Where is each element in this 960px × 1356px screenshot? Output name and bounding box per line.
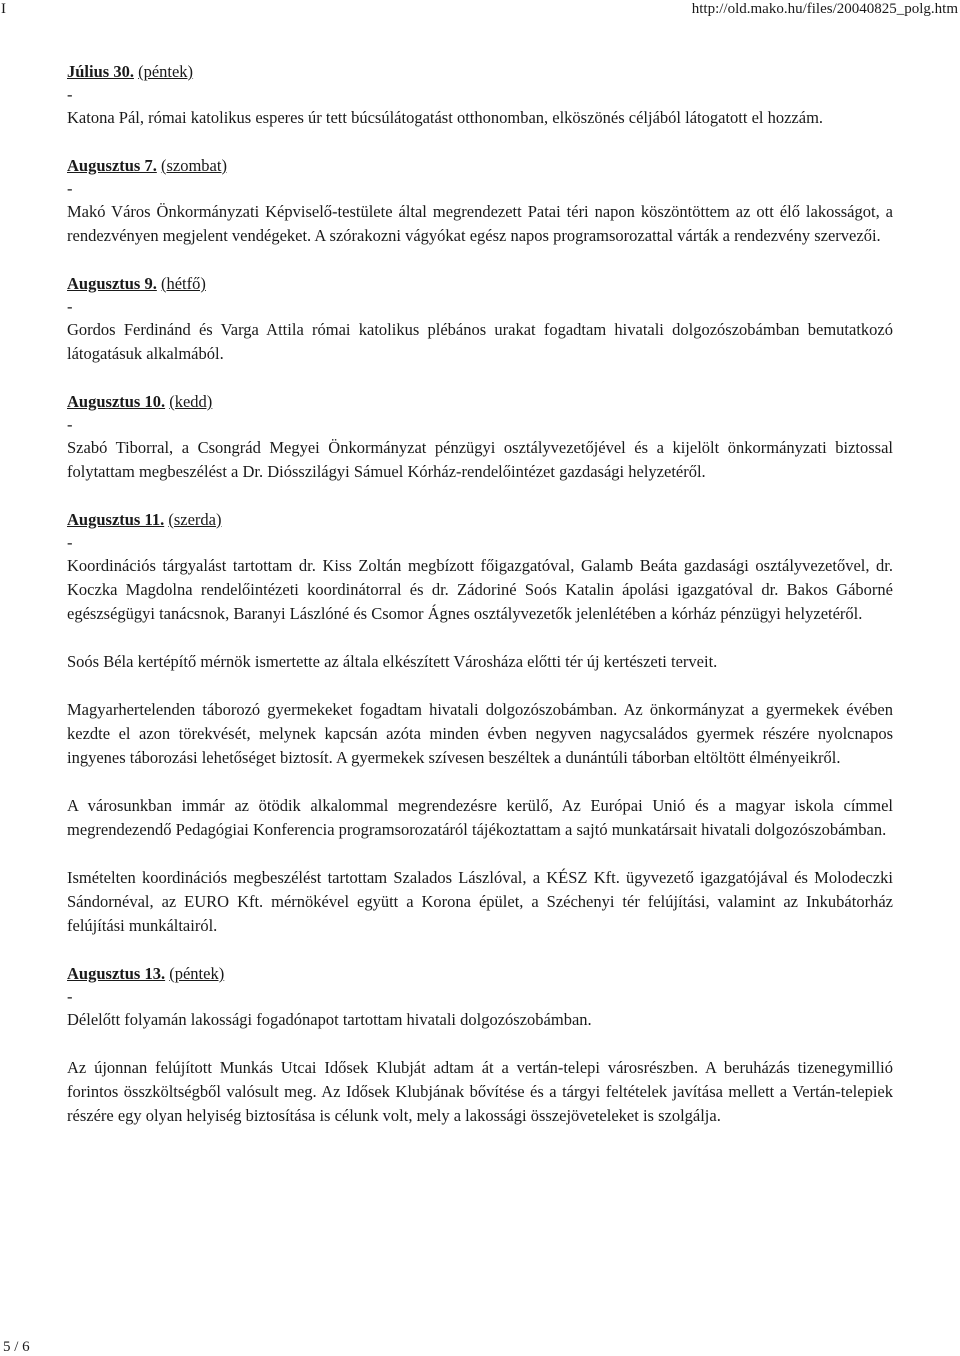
page-number: 5 / 6 [3, 1339, 30, 1355]
entry-date-heading [67, 962, 893, 986]
entry-paragraph: Szabó Tiborral, a Csongrád Megyei Önkormányzat pénzügyi osztályvezetőjével és a kijelölt önkormányzati biztossal folytattam megbeszélést a Dr. Diósszilágyi Sámuel Kórház-rendelőintézet gazdasági helyzetéről. [67, 438, 893, 481]
entry-paragraph: Az újonnan felújított Munkás Utcai Idősek Klubját adtam át a vertán-telepi városrészben. A beruházás tizenegymillió forintos összköltségből valósult meg. Az Idősek Klubjának bővítése és a tárgyi feltételek javítása mellett a Vertán-telepiek részére egy olyan helyiség biztosítása is célunk volt, mely a lakossági összejöveteleket is szolgálja. [67, 1058, 893, 1125]
entry-dash: - [67, 533, 73, 552]
entry-date: Augusztus 10. [67, 392, 166, 411]
entry-date-heading [67, 154, 893, 178]
entry-dash: - [67, 415, 73, 434]
entry-paragraph: Katona Pál, római katolikus esperes úr tett búcsúlátogatást otthonomban, elköszönés céljából látogatott el hozzám. [67, 108, 824, 127]
entry-paragraph: Koordinációs tárgyalást tartottam dr. Kiss Zoltán megbízott főigazgatóval, Galamb Beáta gazdasági osztályvezetővel, dr. Koczka Magdolna rendelőintézeti koordinátorral és dr. Zádoriné Soós Katalin ápolási igazgatóval dr. Bakos Gáborné egészségügyi tanácsnok, Baranyi Lászlóné és Csomor Ágnes osztályvezetők jelenlétében a kórház pénzügyi helyzetéről. [67, 556, 893, 623]
diary-entry [67, 272, 893, 366]
header-url[interactable]: http://old.mako.hu/files/20040825_polg.htm [691, 1, 958, 17]
entry-dash: - [67, 297, 73, 316]
entry-date: Augusztus 11. [67, 510, 165, 529]
entry-paragraph: Ismételten koordinációs megbeszélést tartottam Szalados Lászlóval, a KÉSZ Kft. ügyvezető igazgatójával és Molodeczki Sándornéval, az EURO Kft. mérnökével együtt a Korona épület, a Széchenyi tér felújítási, valamint az Inkubátorház felújítási munkáltairól. [67, 868, 893, 935]
entry-paragraph: Makó Város Önkormányzati Képviselő-testülete által megrendezett Patai téri napon köszöntöttem az ott élő lakosságot, a rendezvényen megjelent vendégeket. A szórakozni vágyókat egész napos programsorozattal várták a rendezvény szervezői. [67, 202, 893, 245]
entry-date-heading [67, 272, 893, 296]
diary-entry [67, 390, 893, 484]
entry-weekday: (kedd) [169, 392, 213, 411]
entry-date-heading [67, 390, 893, 414]
entry-date-heading [67, 508, 893, 532]
entry-weekday: (péntek) [138, 62, 194, 81]
entry-date: Július 30. [67, 62, 134, 81]
entry-paragraph: Magyarhertelenden táborozó gyermekeket fogadtam hivatali dolgozószobámban. Az önkormányzat a gyermekek évében kezdte el azon törekvését, melynek kapcsán azóta minden évben negyven nagycsaládos gyermek részére nyolcnapos ingyenes táborozási lehetőséget biztosít. A gyermekek szívesen beszéltek a dunántúli táborban eltöltött élményeikről. [67, 700, 893, 767]
document-body [67, 60, 893, 1128]
entry-date: Augusztus 13. [67, 964, 166, 983]
diary-entry [67, 154, 893, 248]
entry-weekday: (hétfő) [160, 274, 206, 293]
entry-dash: - [67, 987, 73, 1006]
diary-entry [67, 508, 893, 938]
entry-date: Augusztus 9. [67, 274, 157, 293]
header-left-mark: I [1, 1, 6, 17]
entry-date-heading [67, 60, 893, 84]
entry-weekday: (péntek) [169, 964, 225, 983]
diary-entry [67, 962, 893, 1128]
entry-paragraph: Soós Béla kertépítő mérnök ismertette az általa elkészített Városháza előtti tér új kertészeti terveit. [67, 652, 718, 671]
entry-paragraph: Délelőtt folyamán lakossági fogadónapot tartottam hivatali dolgozószobámban. [67, 1010, 592, 1029]
diary-entry [67, 60, 893, 130]
entry-paragraph: A városunkban immár az ötödik alkalommal megrendezésre kerülő, Az Európai Unió és a magyar iskola címmel megrendezendő Pedagógiai Konferencia programsorozatáról tájékoztattam a sajtó munkatársait hivatali dolgozószobámban. [67, 796, 893, 839]
entry-weekday: (szerda) [168, 510, 222, 529]
entry-dash: - [67, 179, 73, 198]
entry-weekday: (szombat) [160, 156, 227, 175]
entry-date: Augusztus 7. [67, 156, 157, 175]
entry-paragraph: Gordos Ferdinánd és Varga Attila római katolikus plébános urakat fogadtam hivatali dolgozószobámban bemutatkozó látogatásuk alkalmából. [67, 320, 893, 363]
entry-dash: - [67, 85, 73, 104]
